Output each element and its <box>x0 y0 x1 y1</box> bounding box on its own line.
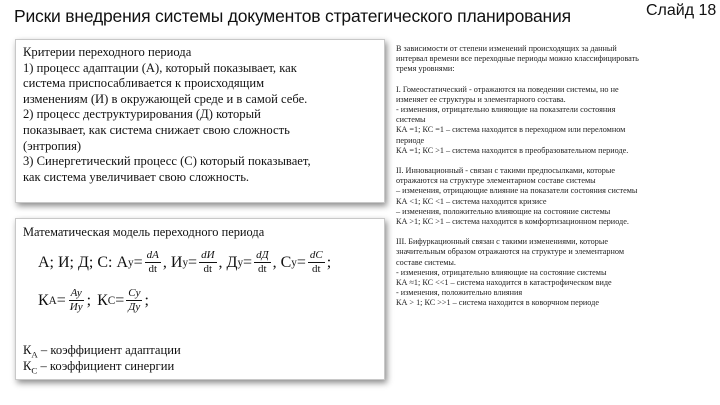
formula-c: С <box>280 253 292 271</box>
classification-level-2 <box>396 166 712 227</box>
fraction-num: dC <box>309 249 323 261</box>
fraction-da <box>145 249 161 276</box>
formula-eq: = <box>243 253 253 271</box>
formula-lead: А; И; Д; С: А <box>38 253 129 271</box>
text-line: отражаются на структуре элементарном составе системы <box>396 176 596 186</box>
formula-sub: у <box>182 256 189 269</box>
text-line: периоде <box>396 135 425 145</box>
classification-intro <box>396 44 712 75</box>
fraction-kc <box>126 287 142 314</box>
text-line: КА <1; КС <1 – система находится кризисе <box>396 196 547 206</box>
formula-sub: у <box>291 256 297 269</box>
fraction-num: dИ <box>201 249 215 261</box>
formula-sep: , <box>272 253 277 271</box>
text-line: интервал времени все переходные периоды можно классифицировать <box>396 54 639 64</box>
coef-symbol: К <box>23 343 32 357</box>
text-line: I. Гомеостатический - отражаются на поведении системы, но не <box>396 84 619 94</box>
fraction-num: Ау <box>70 287 82 299</box>
criteria-line: Критерии переходного периода <box>23 45 192 59</box>
fraction-num: Су <box>128 287 141 299</box>
fraction-den: dt <box>203 263 213 275</box>
classification-level-1 <box>396 85 712 156</box>
text-line: – изменения, положительно влияющие на состояние системы <box>396 206 611 216</box>
formula-eq: = <box>188 253 198 271</box>
fraction-num: dA <box>146 249 159 261</box>
formula-d: Д <box>226 253 238 271</box>
criteria-box <box>15 39 385 203</box>
fraction-den: dt <box>258 263 267 275</box>
formula-sub: С <box>31 365 38 376</box>
fraction-num: dД <box>256 249 269 261</box>
text-line: – изменения, отрицающие влияние на показатели состояния системы <box>396 186 638 196</box>
fraction-dc <box>308 249 325 276</box>
coef-text: – коэффициент адаптации <box>37 343 181 357</box>
text-line: значительным образом отражаются на структуре и элементарном <box>396 247 624 257</box>
coef-adaptation <box>23 343 181 360</box>
text-line: составе системы. <box>396 257 456 267</box>
model-heading: Математическая модель переходного периода <box>23 225 265 239</box>
formula-eq: = <box>115 291 125 309</box>
criteria-line: (энтропия) <box>23 138 82 153</box>
criteria-line: система приспосабливается к происходящим <box>23 76 265 91</box>
formula-eq: = <box>133 253 143 271</box>
formula-eq: = <box>56 291 66 309</box>
formula-sub: у <box>237 256 244 269</box>
coef-symbol: К <box>23 359 32 373</box>
formula-coefficients <box>38 287 149 314</box>
text-line: КА >1; КС >1 – система находится в комфортизационном периоде. <box>396 217 629 227</box>
classification-level-3 <box>396 237 712 308</box>
text-line: - изменения, положительно влияния <box>396 288 523 298</box>
model-box <box>15 218 385 380</box>
criteria-line: изменениям (И) в окружающей среде и в самой себе. <box>23 91 308 106</box>
text-line: КА =1; КС >1 – система находится в преобразовательном периоде. <box>396 145 629 155</box>
formula-end: ; <box>326 253 332 271</box>
fraction-den: Ду <box>128 301 141 313</box>
text-line: КА =1; КС =1 – система находится в переходном или переломном <box>396 125 626 135</box>
classification-text <box>396 44 712 319</box>
text-line: тремя уровнями: <box>396 64 455 74</box>
text-line: КА > 1; КС >>1 – система находится в коворчном периоде <box>396 298 599 308</box>
formula-end: ; <box>86 291 92 309</box>
text-line: - изменения, отрицательно влияющие на состояние системы <box>396 267 607 277</box>
coef-text: – коэффициент синергии <box>37 359 175 373</box>
formula-kc: К <box>97 291 108 309</box>
text-line: - изменения, отрицательно влияющие на показатели состояния <box>396 105 616 115</box>
formula-sep: , <box>162 253 167 271</box>
text-line: изменяет ее структуры и элементарного состава. <box>396 94 566 104</box>
fraction-den: dt <box>312 263 321 275</box>
criteria-line: 3) Синергетический процесс (С) который показывает, <box>23 154 311 169</box>
formula-ka: К <box>38 291 49 309</box>
fraction-den: Иу <box>69 301 83 313</box>
text-line: III. Бифуркационный связан с такими изменениями, которые <box>396 237 608 247</box>
criteria-line: показывает, как система снижает свою сложность <box>23 122 290 137</box>
formula-sub: А <box>31 349 38 360</box>
formula-end: ; <box>144 291 149 309</box>
criteria-text <box>23 45 379 185</box>
slide-title: Риски внедрения системы документов стратегического планирования <box>14 6 571 26</box>
fraction-di <box>199 249 216 276</box>
fraction-ka <box>68 287 85 314</box>
text-line: КА ≈1; КС <<1 – система находится в катастрофическом виде <box>396 278 612 288</box>
text-line: В зависимости от степени изменений происходящих за данный <box>396 44 617 53</box>
criteria-line: 1) процесс адаптации (А), который показывает, как <box>23 60 297 75</box>
text-line: системы <box>396 115 426 125</box>
formula-sub: А <box>48 294 57 307</box>
formula-sub: у <box>128 256 134 269</box>
formula-i: И <box>170 253 183 271</box>
criteria-line: 2) процесс деструктурирования (Д) который <box>23 107 261 122</box>
formula-sub: С <box>107 294 116 307</box>
text-line: II. Инновационный - связан с такими предпосылками, которые <box>396 166 615 176</box>
slide-number: Слайд 18 <box>646 2 717 19</box>
coef-synergy <box>23 359 174 376</box>
formula-sep: , <box>218 253 223 271</box>
criteria-line: как система увеличивает свою сложность. <box>23 169 250 184</box>
fraction-den: dt <box>148 263 158 275</box>
formula-eq: = <box>296 253 306 271</box>
fraction-dd <box>254 249 271 276</box>
